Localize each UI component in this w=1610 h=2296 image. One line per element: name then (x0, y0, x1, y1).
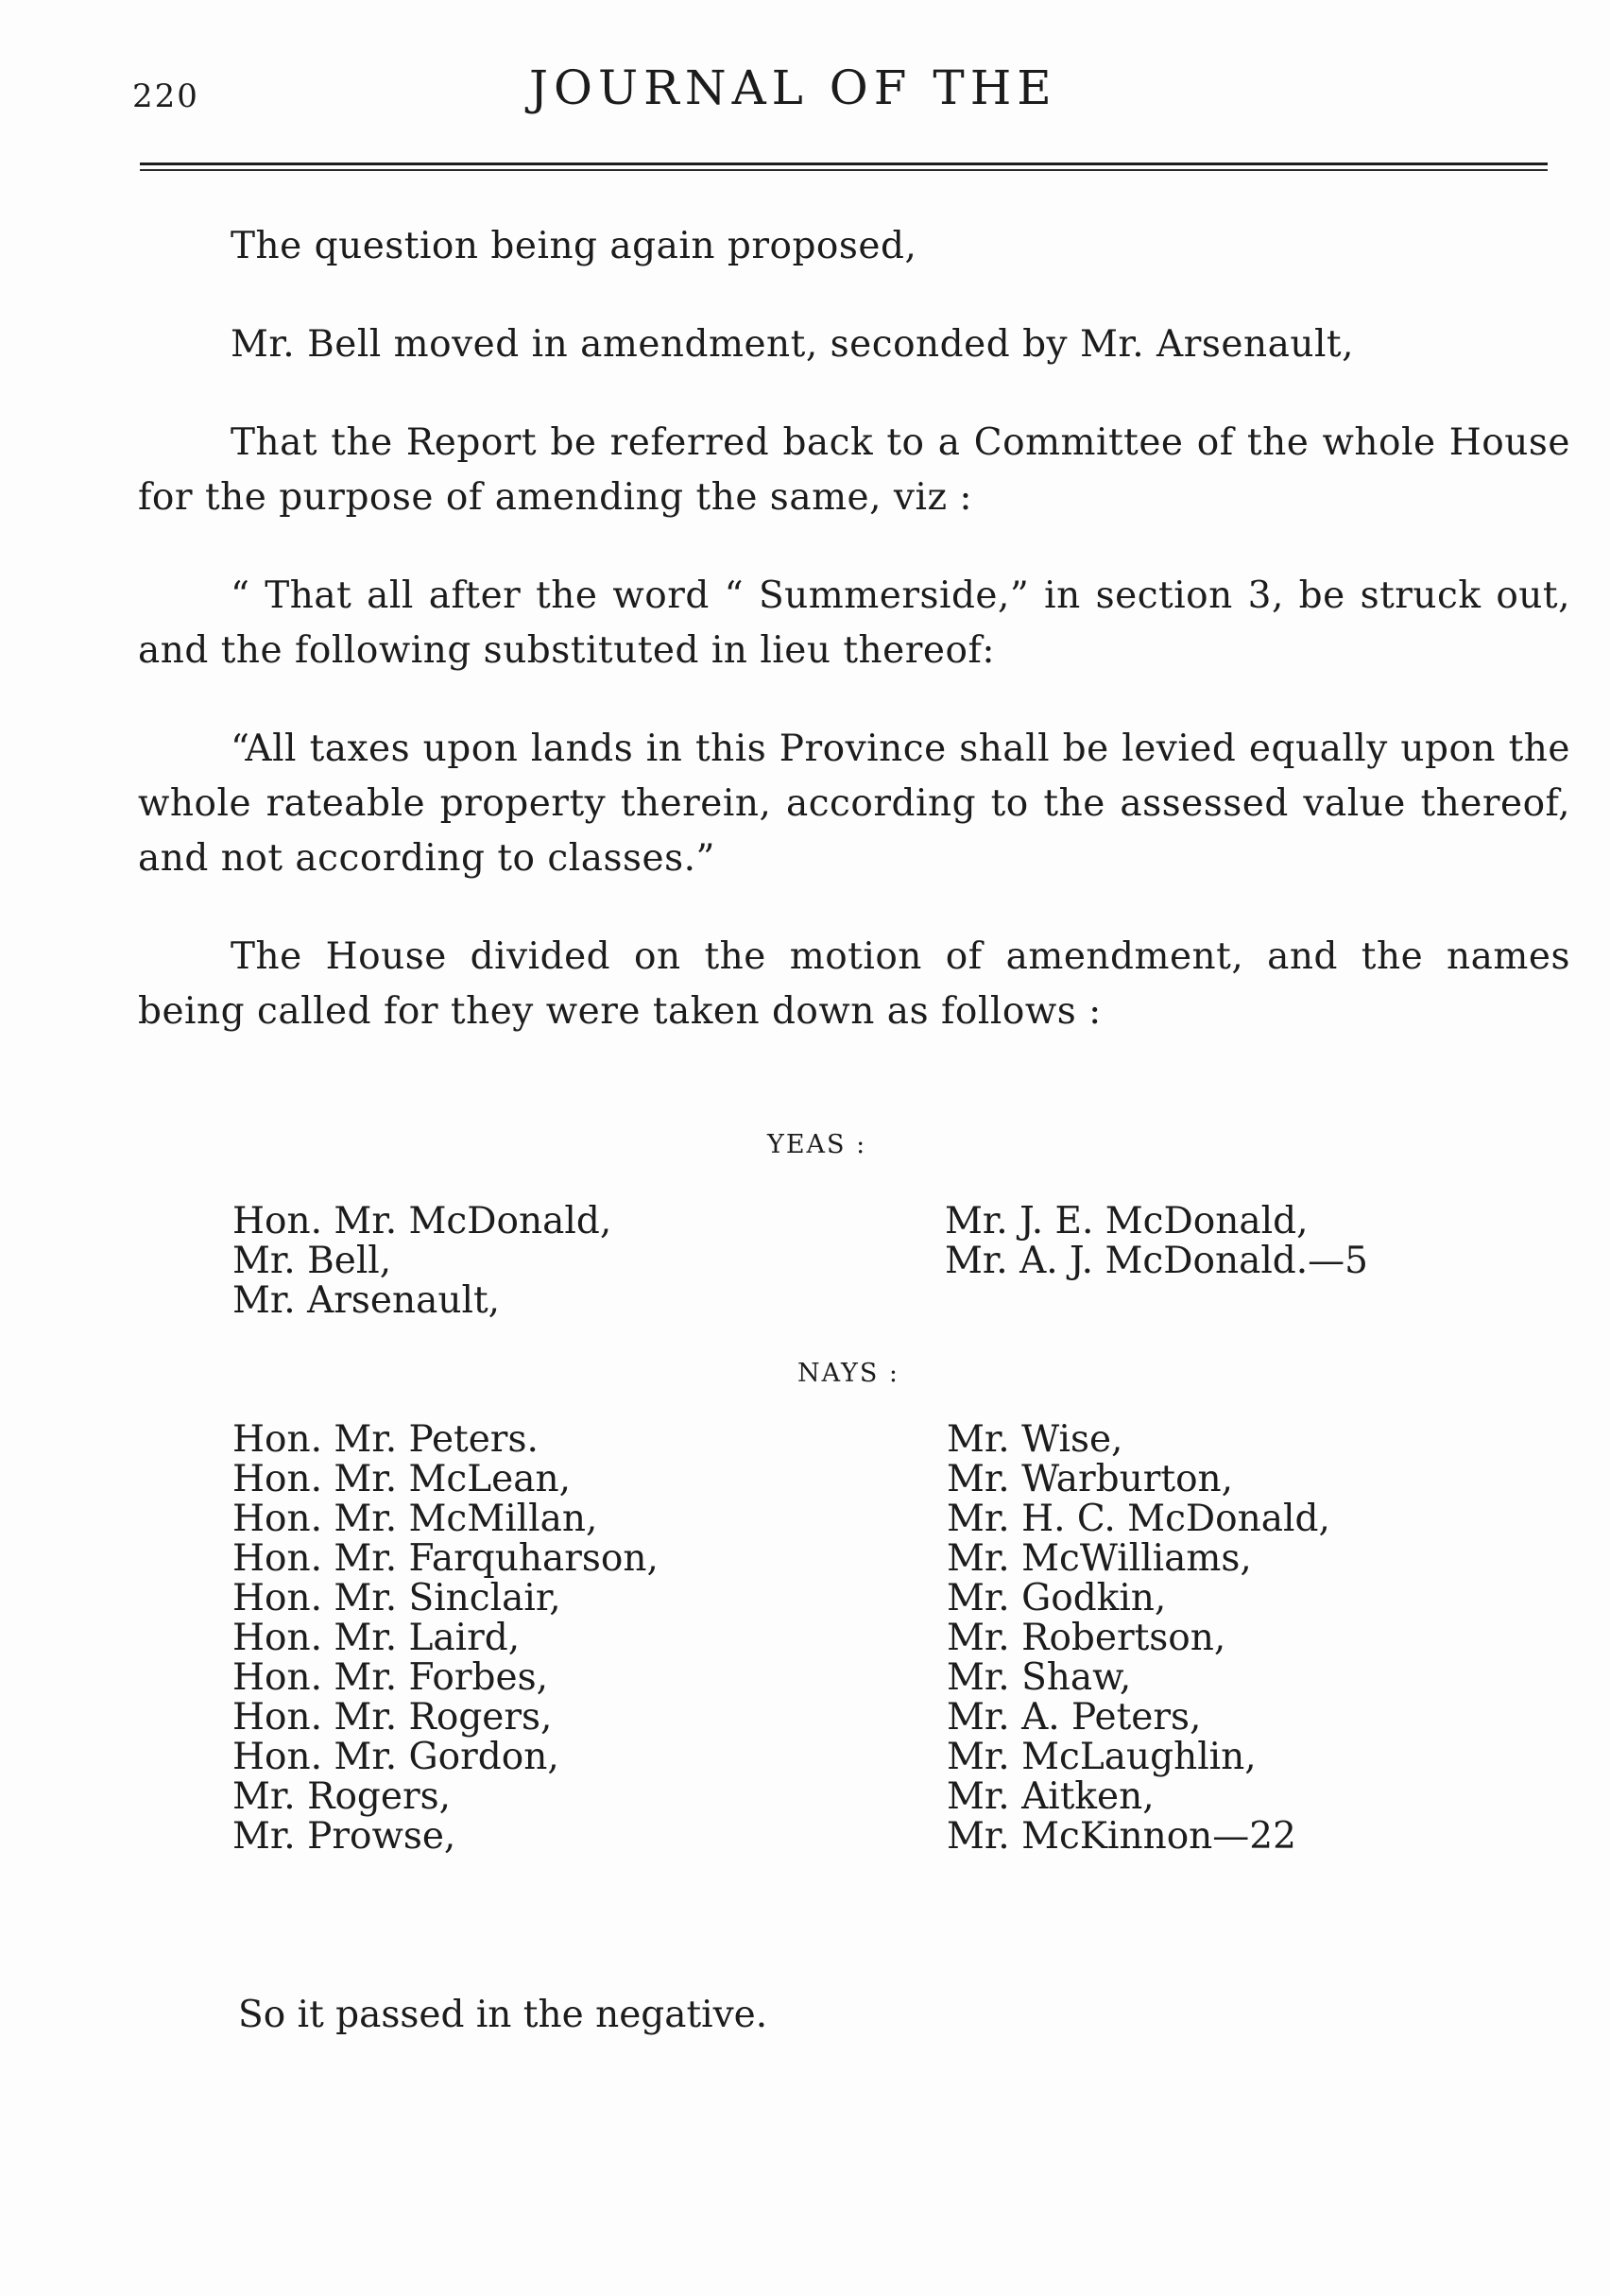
vote-name: Mr. McWilliams, (947, 1537, 1252, 1580)
nays-left-column (232, 1420, 659, 1857)
paragraph-taxes-quote: “All taxes upon lands in this Province shall be levied equally upon the whole rateable property therein, according to the assessed value thereof, and not according to classes.” (138, 728, 1570, 880)
vote-name: Mr. Godkin, (947, 1577, 1167, 1619)
vote-name: Hon. Mr. Laird, (232, 1617, 521, 1659)
vote-name: Hon. Mr. Forbes, (232, 1656, 548, 1699)
vote-name: Mr. Shaw, (947, 1656, 1132, 1699)
yeas-heading: YEAS : (767, 1130, 867, 1159)
vote-name: Mr. J. E. McDonald, (945, 1200, 1309, 1242)
vote-name: Mr. McLaughlin, (947, 1736, 1257, 1778)
vote-name: Mr. Wise, (947, 1418, 1123, 1461)
vote-name: Mr. Robertson, (947, 1617, 1226, 1659)
vote-name: Hon. Mr. Peters. (232, 1418, 539, 1461)
vote-name: Mr. A. J. McDonald.—5 (945, 1240, 1368, 1282)
nays-right-column (947, 1420, 1330, 1857)
paragraph-amendment-motion: Mr. Bell moved in amendment, seconded by Mr. Arsenault, (231, 323, 1354, 366)
body-text (138, 219, 1570, 1083)
vote-name: Hon. Mr. McDonald, (232, 1200, 612, 1242)
vote-name: Hon. Mr. McMillan, (232, 1498, 598, 1540)
vote-name: Hon. Mr. Rogers, (232, 1696, 553, 1739)
page-header (0, 57, 1610, 123)
closing-line: So it passed in the negative. (238, 1994, 768, 2036)
vote-name: Mr. Warburton, (947, 1458, 1234, 1500)
paragraph-house-divided: The House divided on the motion of amendment, and the names being called for they were taken down as follows : (138, 935, 1570, 1033)
vote-name: Mr. Aitken, (947, 1775, 1155, 1818)
page-number: 220 (132, 77, 199, 115)
vote-name: Mr. Arsenault, (232, 1279, 501, 1322)
paragraph-question-proposed: The question being again proposed, (231, 225, 917, 267)
vote-name: Hon. Mr. Sinclair, (232, 1577, 561, 1619)
header-rule-thick (140, 163, 1548, 165)
header-rule-thin (140, 169, 1548, 171)
paragraph-section-struck: “ That all after the word “ Summerside,” in section 3, be struck out, and the following substituted in lieu thereof: (138, 574, 1570, 672)
yeas-left-column (232, 1202, 611, 1321)
paragraph-report-referred: That the Report be referred back to a Committee of the whole House for the purpose of amending the same, viz : (138, 421, 1570, 519)
vote-name: Hon. Mr. McLean, (232, 1458, 572, 1500)
running-head: JOURNAL OF THE (529, 60, 1057, 115)
vote-name: Hon. Mr. Farquharson, (232, 1537, 659, 1580)
vote-name: Mr. A. Peters, (947, 1696, 1202, 1739)
header-rule (140, 163, 1548, 172)
nays-heading: NAYS : (797, 1359, 900, 1388)
vote-name: Mr. Prowse, (232, 1815, 456, 1858)
vote-name: Mr. Bell, (232, 1240, 392, 1282)
vote-name: Hon. Mr. Gordon, (232, 1736, 559, 1778)
yeas-right-column (945, 1202, 1368, 1281)
vote-name: Mr. Rogers, (232, 1775, 452, 1818)
vote-name: Mr. H. C. McDonald, (947, 1498, 1330, 1540)
vote-name: Mr. McKinnon—22 (947, 1815, 1296, 1858)
